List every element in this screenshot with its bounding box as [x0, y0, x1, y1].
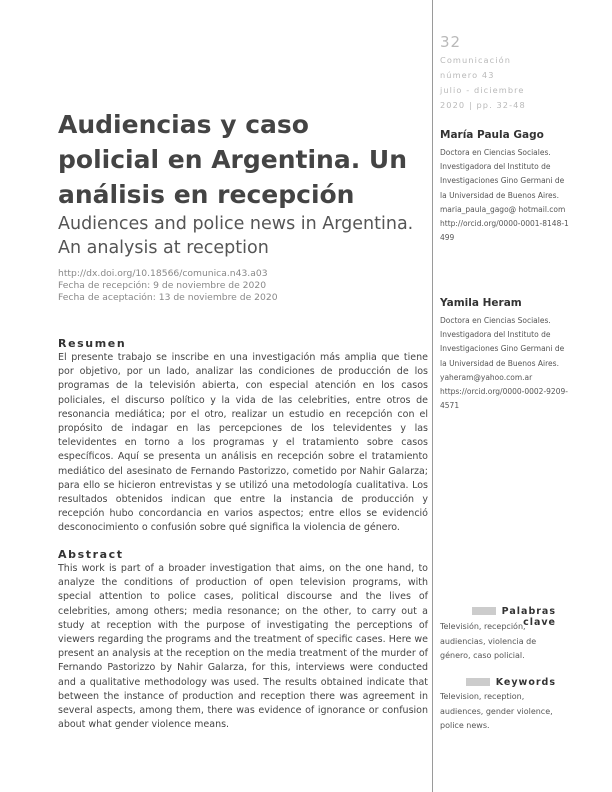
palabras-clave-text: Televisión, recepción, audiencias, violencia de género, caso policial. [440, 622, 537, 660]
journal-period: julio - diciembre [440, 85, 525, 95]
journal-info [440, 53, 526, 113]
author-email[interactable]: maria_paula_gago@ hotmail.com [440, 204, 566, 214]
keywords-text: Television, reception, audiences, gender violence, police news. [440, 692, 553, 730]
abstract-text: This work is part of a broader investigation that aims, on the one hand, to analyze the conditions of production of open television programs, with special attention to police cases, political discourse and the lives of celebrities, among others; media resonance; on the other, to carry out a study at reception with the purpose of investigating the perceptions of viewers regarding the programs and the treatment of specific cases. Here we present an analysis at the reception on the media treatment of the murder of Fernando Pastorizzo by Nahir Galarza, for this, interviews were conducted and a qualitative methodology was used. The results obtained indicate that between the instance of production and reception there was agreement in several aspects, among them, there was evidence of ignorance or confusion about what gender violence means. [58, 563, 428, 731]
author-orcid[interactable]: https://orcid.org/0000-0002-9209-4571 [440, 387, 568, 411]
article-title: Audiencias y caso policial en Argentina. Un análisis en recepción [58, 110, 408, 209]
article-meta [58, 268, 278, 304]
author-name: Yamila Heram [440, 297, 522, 309]
doi-link[interactable]: http://dx.doi.org/10.18566/comunica.n43.a03 [58, 268, 268, 279]
author-email[interactable]: yaheram@yahoo.com.ar [440, 372, 533, 382]
keywords-heading [440, 677, 556, 688]
journal-issue: número 43 [440, 70, 495, 80]
abstract-heading: Abstract [58, 548, 124, 561]
author-bio: Doctora en Ciencias Sociales. Investigadora del Instituto de Investigaciones Gino Germani de la Universidad de Buenos Aires. [440, 148, 565, 200]
author-bio: Doctora en Ciencias Sociales. Investigadora del Instituto de Investigaciones Gino Germani de la Universidad de Buenos Aires. [440, 316, 565, 368]
author-card [440, 297, 570, 413]
palabras-clave-label: Palabras clave [501, 606, 556, 628]
accepted-date: Fecha de aceptación: 13 de noviembre de 2020 [58, 292, 278, 303]
author-name: María Paula Gago [440, 129, 544, 141]
heading-bar [466, 678, 490, 686]
keywords-label: Keywords [495, 677, 556, 688]
column-divider [432, 0, 433, 792]
author-orcid[interactable]: http://orcid.org/0000-0001-8148-1499 [440, 219, 569, 243]
received-date: Fecha de recepción: 9 de noviembre de 2020 [58, 280, 267, 291]
resumen-text: El presente trabajo se inscribe en una investigación más amplia que tiene por objetivo, por un lado, analizar las condiciones de producción de los programas de la televisión abierta, con especial atención en los casos policiales, el discurso político y la vida de las celebrities, entre otros de resonancia mediática; por el otro, realizar un estudio en recepción con el propósito de indagar en las percepciones de los televidentes y las televidentes en torno a los programas y el tratamiento sobre casos específicos. Aquí se presenta un análisis en recepción sobre el tratamiento mediático del asesinato de Fernando Pastorizzo, cometido por Nahir Galarza; para ello se hicieron entrevistas y se utilizó una metodología cualitativa. Los resultados obtenidos indican que entre la instancia de producción y recepción hubo concordancia en varios aspectos; entre ellos se evidenció desconocimiento o confusión sobre qué significa la violencia de género. [58, 352, 428, 534]
page-number: 32 [440, 33, 462, 51]
heading-bar [472, 607, 496, 615]
journal-name: Comunicación [440, 55, 512, 65]
article-subtitle: Audiences and police news in Argentina. An analysis at reception [58, 214, 414, 258]
resumen-heading: Resumen [58, 337, 127, 350]
journal-pages: 2020 | pp. 32-48 [440, 100, 526, 110]
author-card [440, 129, 570, 245]
